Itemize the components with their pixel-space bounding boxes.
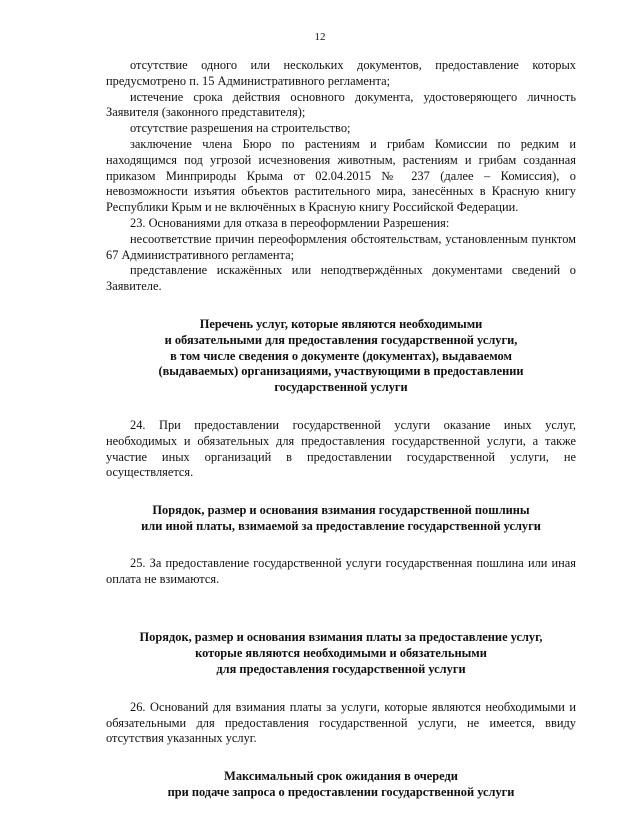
- paragraph-expired-id: истечение срока действия основного документа, удостоверяющего личность Заявителя (законного представителя);: [106, 89, 576, 120]
- paragraph-reasons-mismatch: несоответствие причин переоформления обстоятельствам, установленным пунктом 67 Административного регламента;: [106, 231, 576, 262]
- paragraph-25: 25. За предоставление государственной услуги государственная пошлина или иная оплата не взимаются.: [106, 555, 576, 586]
- paragraph-missing-documents: отсутствие одного или нескольких документов, предоставление которых предусмотрено п. 15 Административного регламента;: [106, 58, 576, 88]
- paragraph-23: 23. Основаниями для отказа в переоформлении Разрешения:: [130, 215, 450, 230]
- paragraph-no-building-permit: отсутствие разрешения на строительство;: [130, 121, 351, 136]
- heading-services-list: Перечень услуг, которые являются необходимыми и обязательными для предоставления государственной услуги, в том числе сведения о документе (документах), выдаваемом (выдаваемых) организациями, участвующими в предоставлении государственной услуги: [158, 316, 524, 395]
- document-body: [106, 58, 576, 801]
- page-number: 12: [314, 31, 326, 43]
- paragraph-24: 24. При предоставлении государственной услуги оказание иных услуг, необходимых и обязательных для предоставления государственной услуги, а также участие иных организаций в предоставлении государственной услуги, не осуществляется.: [106, 417, 576, 480]
- paragraph-commission-conclusion: заключение члена Бюро по растениям и грибам Комиссии по редким и находящимся под угрозой исчезновения животным, растениям и грибам созданная приказом Минприроды Крыма от 02.04.2015 № 237 (далее – Комиссия), о невозможности изъятия объектов растительного мира, занесённых в Красную книгу Республики Крым и не включённых в Красную книгу Российской Федерации.: [106, 136, 576, 215]
- heading-state-fee: Порядок, размер и основания взимания государственной пошлины или иной платы, взимаемой за предоставление государственной услуги: [141, 503, 541, 533]
- heading-max-wait-time: Максимальный срок ожидания в очереди при подаче запроса о предоставлении государственной услуги: [167, 769, 515, 799]
- paragraph-false-info: представление искажённых или неподтверждённых документами сведений о Заявителе.: [106, 263, 576, 294]
- heading-service-fees: Порядок, размер и основания взимания платы за предоставление услуг, которые являются необходимыми и обязательными для предоставления государственной услуги: [139, 630, 543, 676]
- paragraph-26: 26. Оснований для взимания платы за услуги, которые являются необходимыми и обязательными для предоставления государственной услуги, не имеется, ввиду отсутствия указанных услуг.: [106, 699, 576, 746]
